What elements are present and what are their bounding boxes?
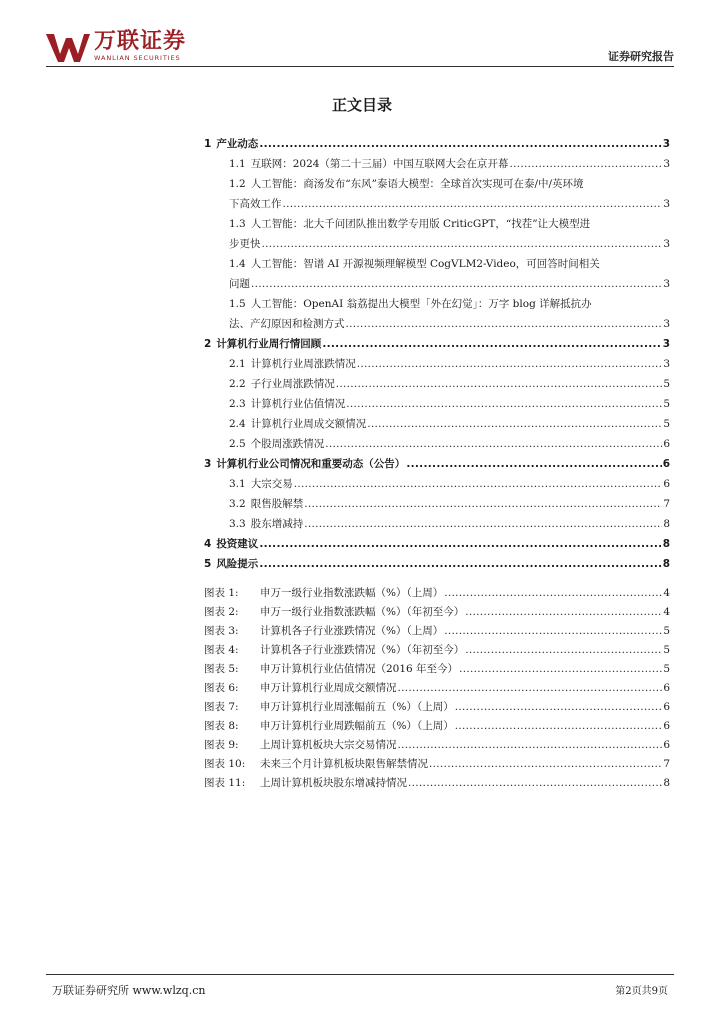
logo-chinese-name: 万联证券 <box>94 29 187 54</box>
figure-leader <box>429 755 662 774</box>
toc-title: 正文目录 <box>331 96 392 114</box>
toc-page: 3 <box>662 338 670 350</box>
toc-entry-1-1[interactable] <box>204 154 670 174</box>
toc-page: 8 <box>663 518 670 530</box>
toc-number: 1.4 <box>229 258 246 270</box>
toc-number: 2.2 <box>229 378 246 390</box>
toc-page: 7 <box>663 498 670 510</box>
toc-page: 8 <box>662 538 670 550</box>
figure-leader <box>465 603 662 622</box>
toc-text: 人工智能：商汤发布“东风”泰语大模型：全球首次实现可在泰/中/英环境 <box>250 178 584 190</box>
figure-label: 图表 9: <box>204 739 239 751</box>
figure-label: 图表 6: <box>204 682 239 694</box>
toc-text: 互联网：2024（第二十三届）中国互联网大会在京开幕 <box>250 158 509 170</box>
toc-leader <box>367 414 662 434</box>
toc-leader <box>251 274 662 294</box>
toc-leader <box>325 434 662 454</box>
figure-page: 5 <box>663 663 670 675</box>
toc-leader <box>346 314 663 334</box>
toc-leader <box>346 394 662 414</box>
figure-entry[interactable] <box>204 679 670 698</box>
figure-page: 6 <box>663 739 670 751</box>
figure-label: 图表 3: <box>204 625 239 637</box>
toc-text-continued: 问题 <box>229 278 250 290</box>
toc-leader <box>322 334 661 354</box>
toc-leader <box>259 534 661 554</box>
figure-leader <box>444 622 662 641</box>
toc-number: 3.1 <box>229 478 246 490</box>
toc-text: 计算机行业周行情回顾 <box>216 338 322 350</box>
figure-text: 未来三个月计算机板块限售解禁情况 <box>260 758 428 770</box>
toc-number: 2.5 <box>229 438 246 450</box>
footer-source: 万联证券研究所 www.wlzq.cn <box>52 984 206 997</box>
figure-leader <box>459 660 662 679</box>
figure-text: 上周计算机板块大宗交易情况 <box>260 739 397 751</box>
toc-page: 3 <box>663 358 670 370</box>
toc-page: 3 <box>663 318 670 330</box>
toc-page: 3 <box>663 198 670 210</box>
toc-number: 2.1 <box>229 358 246 370</box>
toc-number: 1.3 <box>229 218 246 230</box>
toc-text-continued: 下高效工作 <box>229 198 282 210</box>
figure-list <box>204 584 670 793</box>
toc-text: 计算机行业公司情况和重要动态（公告） <box>216 458 406 470</box>
toc-text-continued: 步更快 <box>229 238 261 250</box>
toc-text: 计算机行业估值情况 <box>250 398 346 410</box>
figure-entry[interactable] <box>204 698 670 717</box>
toc-entry-1-5[interactable] <box>204 294 670 334</box>
toc-text: 人工智能：OpenAI 翁荔提出大模型「外在幻觉」：万字 blog 详解抵抗办 <box>250 298 592 310</box>
figure-label: 图表 7: <box>204 701 239 713</box>
toc-leader <box>304 514 662 534</box>
figure-text: 计算机各子行业涨跌情况（%）（年初至今） <box>260 644 465 656</box>
toc-entry-5[interactable] <box>204 554 670 574</box>
figure-page: 8 <box>663 777 670 789</box>
toc-leader <box>283 194 663 214</box>
figure-text: 申万计算机行业周成交额情况 <box>260 682 397 694</box>
toc-entry-3-2[interactable] <box>204 494 670 514</box>
figure-page: 7 <box>663 758 670 770</box>
figure-page: 4 <box>663 606 670 618</box>
toc-page: 3 <box>663 158 670 170</box>
figure-label: 图表 8: <box>204 720 239 732</box>
toc-text: 计算机行业周成交额情况 <box>250 418 367 430</box>
toc-page: 3 <box>663 238 670 250</box>
figure-page: 6 <box>663 701 670 713</box>
figure-text: 申万一级行业指数涨跌幅（%）（上周） <box>260 587 444 599</box>
page-header <box>46 28 674 64</box>
toc-leader <box>357 354 663 374</box>
toc-text: 计算机行业周涨跌情况 <box>250 358 356 370</box>
toc-page: 8 <box>662 558 670 570</box>
toc-leader <box>336 374 663 394</box>
toc-entry-1-4[interactable] <box>204 254 670 294</box>
figure-entry[interactable] <box>204 755 670 774</box>
toc-entry-1[interactable] <box>204 134 670 154</box>
footer-divider <box>46 974 674 975</box>
figure-label: 图表 2: <box>204 606 239 618</box>
toc-number: 1.2 <box>229 178 246 190</box>
figure-entry[interactable] <box>204 660 670 679</box>
toc-leader <box>294 474 663 494</box>
figure-label: 图表 1: <box>204 587 239 599</box>
toc-number: 1 <box>204 138 212 150</box>
figure-text: 申万计算机行业周跌幅前五（%）（上周） <box>260 720 454 732</box>
toc-page: 6 <box>662 458 670 470</box>
figure-entry[interactable] <box>204 641 670 660</box>
toc-text: 人工智能：智谱 AI 开源视频理解模型 CogVLM2-Video，可回答时间相关 <box>250 258 600 270</box>
toc-page: 3 <box>662 138 670 150</box>
toc-text: 个股周涨跌情况 <box>250 438 325 450</box>
toc-page: 6 <box>663 438 670 450</box>
toc-text-continued: 法、产幻原因和检测方式 <box>229 318 345 330</box>
toc-text: 人工智能：北大千问团队推出数学专用版 CriticGPT，“找茬”让大模型进 <box>250 218 591 230</box>
figure-text: 申万计算机行业估值情况（2016 年至今） <box>260 663 459 675</box>
toc-number: 3.2 <box>229 498 246 510</box>
figure-page: 6 <box>663 682 670 694</box>
toc-leader <box>262 234 663 254</box>
toc-page: 5 <box>663 418 670 430</box>
toc-entry-3-3[interactable] <box>204 514 670 534</box>
toc-number: 4 <box>204 538 212 550</box>
figure-text: 申万一级行业指数涨跌幅（%）（年初至今） <box>260 606 465 618</box>
table-of-contents <box>204 134 670 574</box>
toc-entry-1-2[interactable] <box>204 174 670 214</box>
figure-leader <box>408 774 662 793</box>
figure-page: 5 <box>663 625 670 637</box>
toc-number: 1.1 <box>229 158 246 170</box>
report-type-label: 证券研究报告 <box>608 50 674 63</box>
page-number: 第2页共9页 <box>615 986 668 997</box>
toc-leader <box>259 134 661 154</box>
toc-text: 子行业周涨跌情况 <box>250 378 335 390</box>
toc-entry-2-4[interactable] <box>204 414 670 434</box>
figure-leader <box>465 641 662 660</box>
toc-number: 3 <box>204 458 212 470</box>
wanlian-w-logo-icon <box>46 30 90 62</box>
toc-text: 大宗交易 <box>250 478 293 490</box>
toc-number: 2.4 <box>229 418 246 430</box>
figure-page: 5 <box>663 644 670 656</box>
figure-page: 6 <box>663 720 670 732</box>
toc-page: 6 <box>663 478 670 490</box>
header-divider <box>46 66 674 67</box>
toc-entry-1-3[interactable] <box>204 214 670 254</box>
figure-text: 上周计算机板块股东增减持情况 <box>260 777 407 789</box>
toc-page: 3 <box>663 278 670 290</box>
figure-entry[interactable] <box>204 603 670 622</box>
toc-entry-2[interactable] <box>204 334 670 354</box>
figure-page: 4 <box>663 587 670 599</box>
toc-number: 2 <box>204 338 212 350</box>
toc-entry-2-2[interactable] <box>204 374 670 394</box>
toc-text: 投资建议 <box>216 538 259 550</box>
toc-text: 限售股解禁 <box>250 498 304 510</box>
toc-number: 2.3 <box>229 398 246 410</box>
toc-number: 1.5 <box>229 298 246 310</box>
figure-leader <box>455 717 663 736</box>
figure-entry[interactable] <box>204 774 670 793</box>
toc-entry-2-5[interactable] <box>204 434 670 454</box>
toc-number: 3.3 <box>229 518 246 530</box>
figure-leader <box>455 698 663 717</box>
figure-label: 图表 10: <box>204 758 246 770</box>
toc-number: 5 <box>204 558 212 570</box>
toc-entry-3-1[interactable] <box>204 474 670 494</box>
toc-entry-2-1[interactable] <box>204 354 670 374</box>
figure-text: 计算机各子行业涨跌情况（%）（上周） <box>260 625 444 637</box>
figure-label: 图表 4: <box>204 644 239 656</box>
toc-text: 风险提示 <box>216 558 259 570</box>
figure-label: 图表 5: <box>204 663 239 675</box>
figure-entry[interactable] <box>204 622 670 641</box>
figure-leader <box>398 736 663 755</box>
toc-entry-4[interactable] <box>204 534 670 554</box>
figure-leader <box>444 584 662 603</box>
company-logo <box>46 28 206 64</box>
toc-page: 5 <box>663 378 670 390</box>
figure-entry[interactable] <box>204 584 670 603</box>
figure-text: 申万计算机行业周涨幅前五（%）（上周） <box>260 701 454 713</box>
logo-english-name: WANLIAN SECURITIES <box>94 54 181 62</box>
figure-entry[interactable] <box>204 717 670 736</box>
toc-leader <box>406 454 661 474</box>
toc-text: 产业动态 <box>216 138 259 150</box>
toc-text: 股东增减持 <box>250 518 304 530</box>
toc-leader <box>509 154 662 174</box>
figure-label: 图表 11: <box>204 777 246 789</box>
figure-leader <box>398 679 663 698</box>
toc-entry-2-3[interactable] <box>204 394 670 414</box>
toc-leader <box>259 554 661 574</box>
toc-leader <box>304 494 662 514</box>
toc-entry-3[interactable] <box>204 454 670 474</box>
toc-page: 5 <box>663 398 670 410</box>
figure-entry[interactable] <box>204 736 670 755</box>
